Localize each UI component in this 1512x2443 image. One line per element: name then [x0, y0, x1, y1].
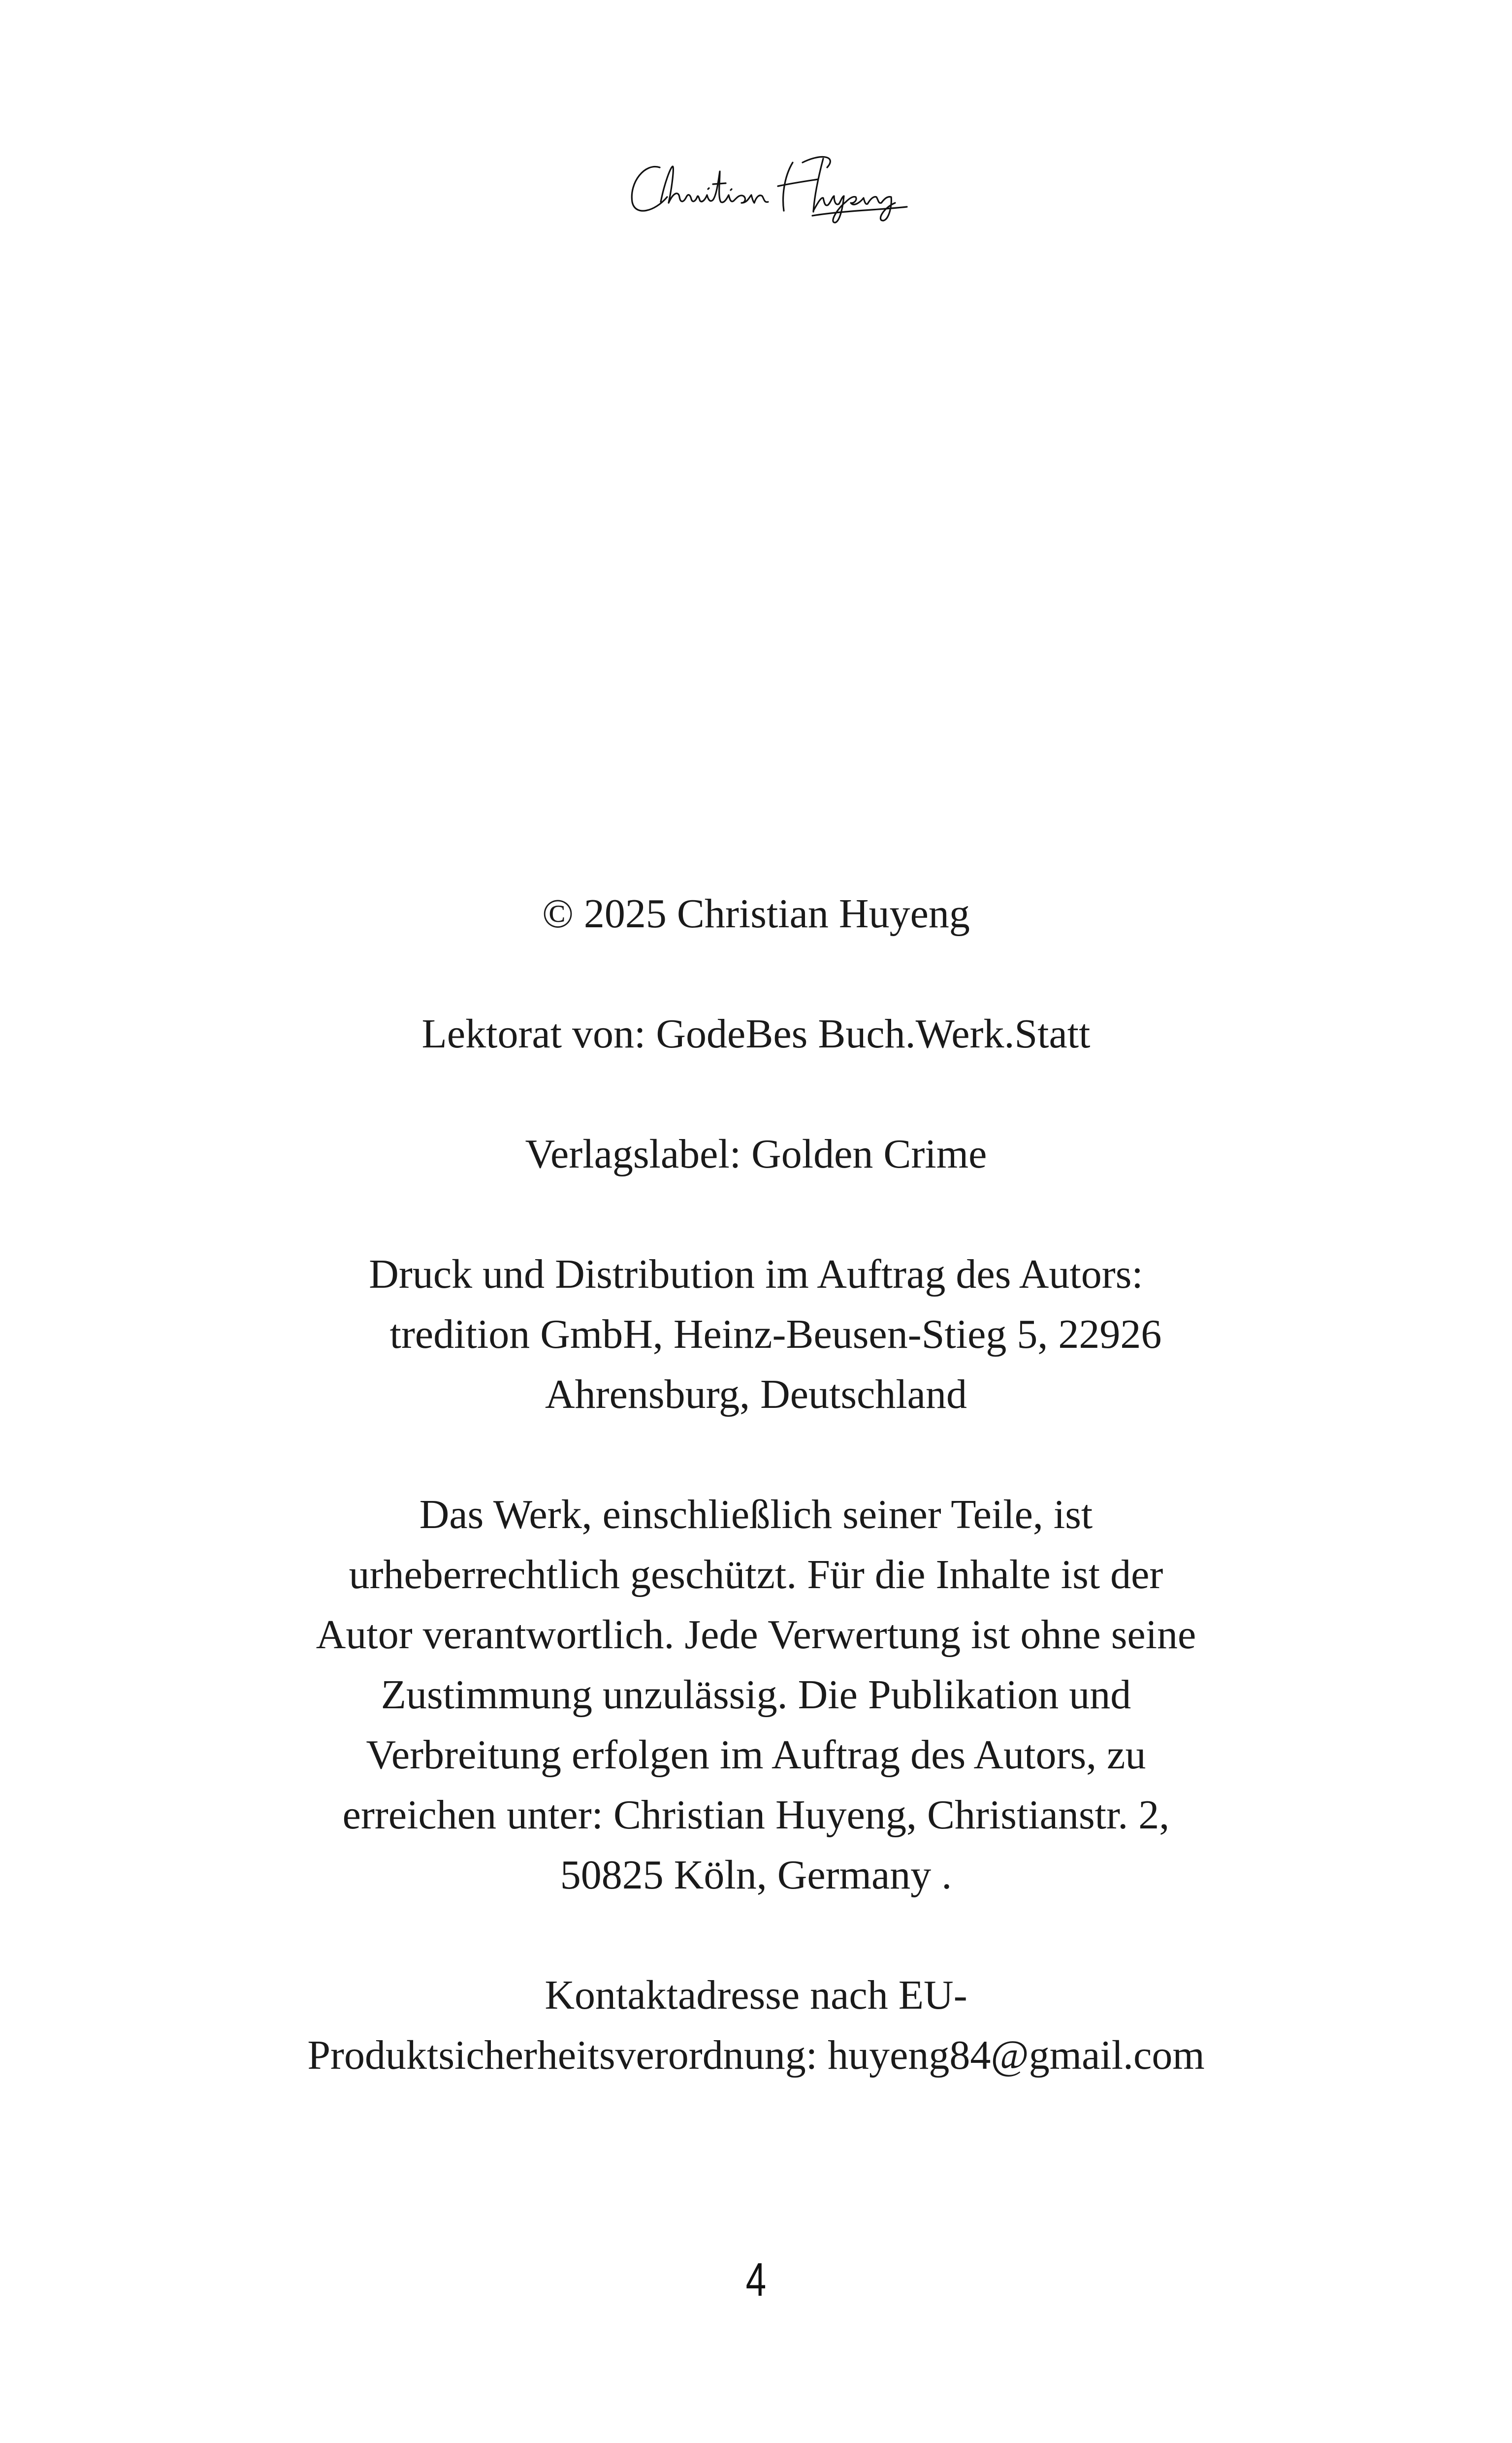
print-line: Druck und Distribution im Auftrag des Autors: — [369, 1251, 1143, 1297]
author-signature — [625, 148, 911, 227]
contact-line: Produktsicherheitsverordnung: huyeng84@gmail.com — [307, 2032, 1205, 2078]
rights-line: Das Werk, einschließlich seiner Teile, ist — [419, 1492, 1093, 1537]
signature-graphic — [625, 148, 911, 227]
rights-line: erreichen unter: Christian Huyeng, Christianstr. 2, — [342, 1792, 1170, 1838]
print-distribution — [0, 1244, 1512, 1425]
rights-statement — [0, 1485, 1512, 1905]
contact-line: Kontaktadresse nach EU- — [545, 1972, 967, 2018]
copyright-notice — [0, 884, 1512, 944]
rights-line: Verbreitung erfolgen im Auftrag des Autors, zu — [366, 1732, 1146, 1778]
editing-line: Lektorat von: GodeBes Buch.Werk.Statt — [421, 1011, 1091, 1057]
rights-line: Autor verantwortlich. Jede Verwertung ist ohne seine — [316, 1612, 1196, 1658]
editing-credit — [0, 1004, 1512, 1064]
page-number: 4 — [745, 2253, 767, 2306]
print-line: Ahrensburg, Deutschland — [545, 1371, 967, 1417]
publisher-label — [0, 1124, 1512, 1184]
rights-line: urheberrechtlich geschützt. Für die Inhalte ist der — [349, 1552, 1163, 1597]
rights-line: 50825 Köln, Germany . — [560, 1852, 952, 1898]
rights-line: Zustimmung unzulässig. Die Publikation und — [381, 1672, 1131, 1718]
contact-address — [0, 1965, 1512, 2085]
copyright-line: © 2025 Christian Huyeng — [542, 891, 970, 937]
imprint-block — [0, 884, 1512, 2146]
label-line: Verlagslabel: Golden Crime — [525, 1131, 987, 1177]
print-line: tredition GmbH, Heinz-Beusen-Stieg 5, 22926 — [389, 1311, 1162, 1357]
